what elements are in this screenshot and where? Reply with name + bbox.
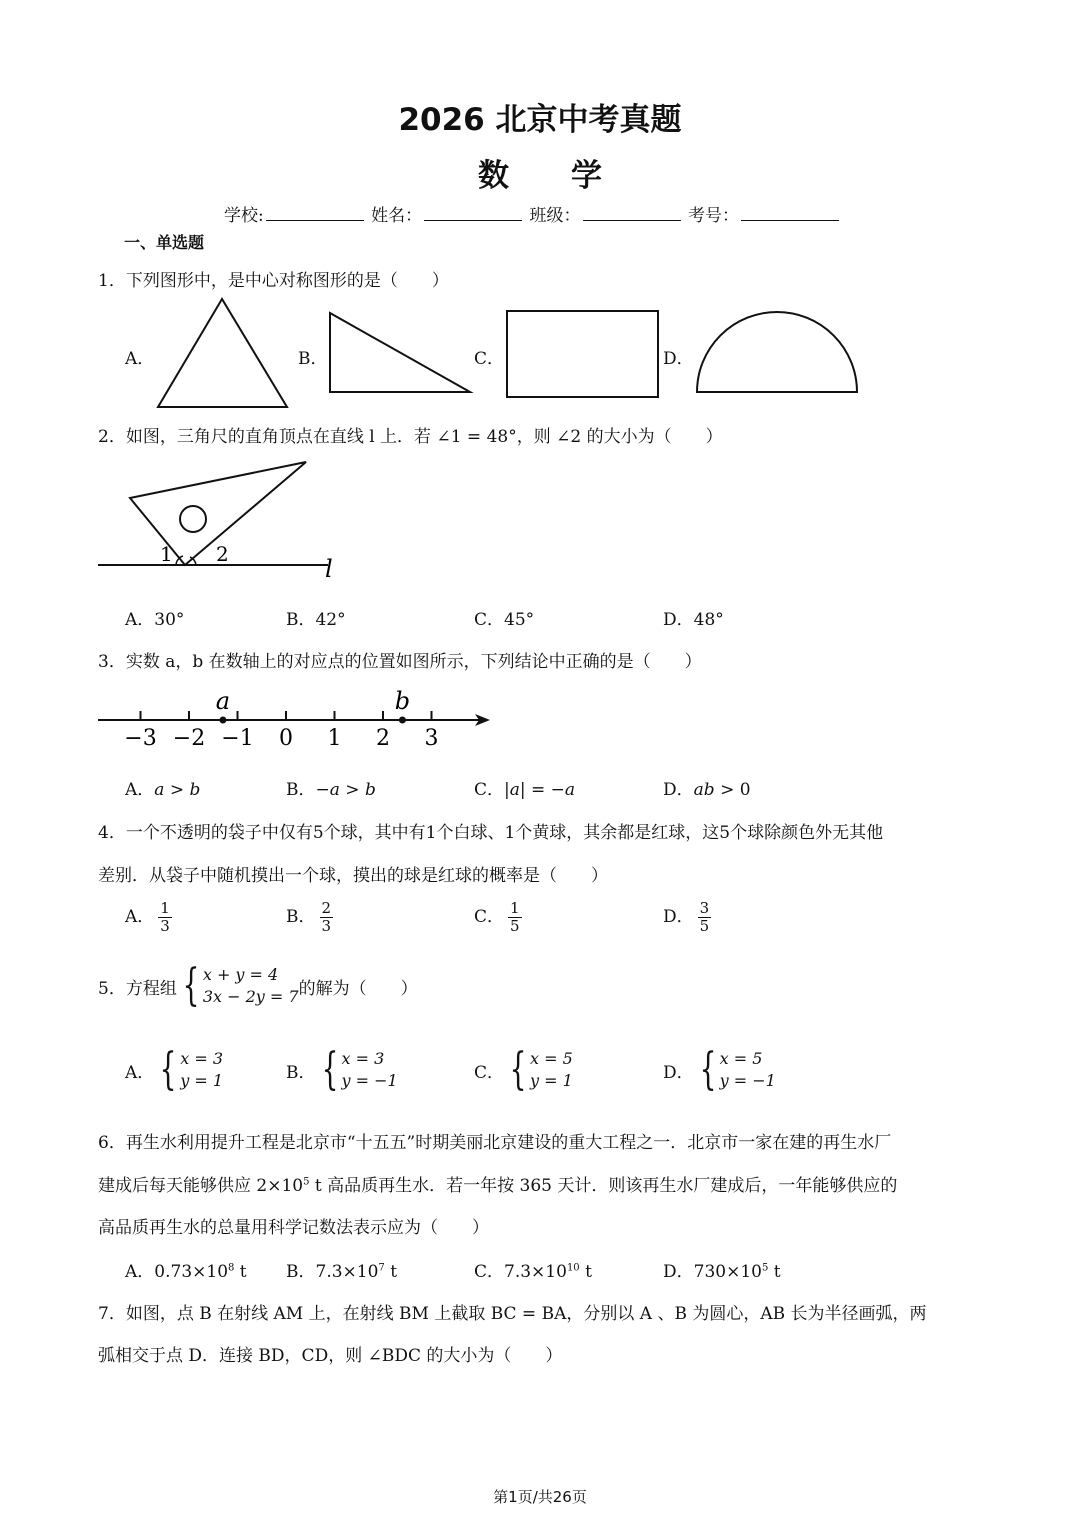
question-7-line2: 弧相交于点 D．连接 BD，CD，则 ∠BDC 的大小为（ ） [98, 1346, 563, 1366]
question-4-line2: 差别．从袋子中随机摸出一个球，摸出的球是红球的概率是（ ） [98, 866, 608, 886]
axis-tick-label: −1 [221, 726, 254, 751]
q5-option-b: B． { x = 3 y = −1 [286, 1044, 398, 1095]
page-number: 第1页/共26页 [493, 1488, 587, 1506]
q4-option-c: C． $\frac{1}{5}$ [474, 899, 520, 935]
question-7-line1: 7．如图，点 B 在射线 AM 上，在射线 BM 上截取 BC = BA，分别以 A 、B 为圆心，AB 长为半径画弧，两 [98, 1304, 927, 1324]
axis-tick-label: 1 [327, 726, 342, 751]
angle-2-label: 2 [216, 542, 229, 566]
q6-option-b: B．$7.3\times 10^7$ t [286, 1262, 398, 1282]
school-label: 学校: [224, 206, 264, 226]
q6-option-a: A．$0.73\times 10^8$ t [125, 1262, 247, 1282]
question-6-line1: 6．再生水利用提升工程是北京市“十五五”时期美丽北京建设的重大工程之一．北京市一家在建的再生水厂 [98, 1133, 892, 1153]
subject-title: 数 学 [478, 158, 602, 194]
q1-option-b-label: B． [298, 349, 328, 369]
q4-option-d: D． $\frac{3}{5}$ [663, 899, 710, 935]
q2-option-b: B．42° [286, 610, 346, 630]
question-3-text: 3．实数 a，b 在数轴上的对应点的位置如图所示，下列结论中正确的是（ ） [98, 652, 702, 672]
q2-option-a: A．30° [125, 610, 185, 630]
q3-option-d: D．ab > 0 [663, 780, 751, 800]
question-6-line3: 高品质再生水的总量用科学记数法表示应为（ ） [98, 1218, 489, 1238]
right-triangle-shape [330, 313, 470, 392]
point-b [399, 717, 406, 724]
q3-option-a: A．a > b [125, 780, 201, 800]
q4-option-a: A． $\frac{1}{3}$ [125, 899, 170, 935]
q3-option-c: C．|a| = −a [474, 780, 576, 800]
axis-tick-label: 3 [424, 726, 439, 751]
q2-option-c: C．45° [474, 610, 535, 630]
point-a [219, 717, 226, 724]
q4-option-b: B． $\frac{2}{3}$ [286, 899, 332, 935]
question-1-text: 1．下列图形中，是中心对称图形的是（ ） [98, 271, 449, 291]
question-2-text: 2．如图，三角尺的直角顶点在直线 l 上．若 ∠1 = 48°，则 ∠2 的大小为（ ） [98, 427, 723, 447]
exam-number-label: 考号： [687, 206, 739, 226]
question-4-line1: 4．一个不透明的袋子中仅有5个球，其中有1个白球、1个黄球，其余都是红球，这5个球除颜色外无其他 [98, 823, 884, 843]
semicircle-shape [697, 312, 857, 392]
q1-shapes [0, 0, 1080, 420]
q5-option-a: A． { x = 3 y = 1 [125, 1044, 224, 1095]
line-l-label: l [325, 555, 333, 583]
q3-option-b: B．−a > b [286, 780, 376, 800]
axis-tick-label: −2 [172, 726, 206, 751]
q2-option-d: D．48° [663, 610, 724, 630]
q5-option-d: D． { x = 5 y = −1 [663, 1044, 776, 1095]
axis-tick-label: 0 [279, 726, 293, 751]
q1-option-d-label: D． [663, 349, 694, 369]
name-label: 姓名： [371, 206, 423, 226]
section-heading: 一、单选题 [124, 233, 205, 252]
q5-option-c: C． { x = 5 y = 1 [474, 1044, 573, 1095]
q6-option-c: C．$7.3\times 10^{10}$ t [474, 1262, 592, 1282]
class-label: 班级： [529, 206, 581, 226]
question-5-text: 5．方程组 { x + y = 4 3x − 2y = 7 的解为（ ） [98, 960, 418, 1011]
point-label-b: b [394, 687, 411, 715]
point-label-a: a [215, 687, 231, 715]
page-title: 2026 北京中考真题 [398, 102, 682, 138]
q6-option-d: D．$730\times 10^5$ t [663, 1262, 781, 1282]
question-6-line2: 建成后每天能够供应 $2\times 10^5$ t 高品质再生水．若一年按 365 天计．则该再生水厂建成后，一年能够供应的 [98, 1176, 898, 1196]
axis-tick-label: −3 [124, 726, 157, 751]
angle-1-label: 1 [160, 542, 173, 566]
set-square-hole [180, 506, 206, 532]
triangle-shape [158, 299, 287, 407]
q1-option-a-label: A． [125, 349, 155, 369]
axis-tick-label: 2 [376, 726, 390, 751]
rectangle-shape [507, 311, 658, 397]
q2-figure [90, 455, 360, 585]
q1-option-c-label: C． [474, 349, 505, 369]
q3-number-line [90, 685, 500, 755]
